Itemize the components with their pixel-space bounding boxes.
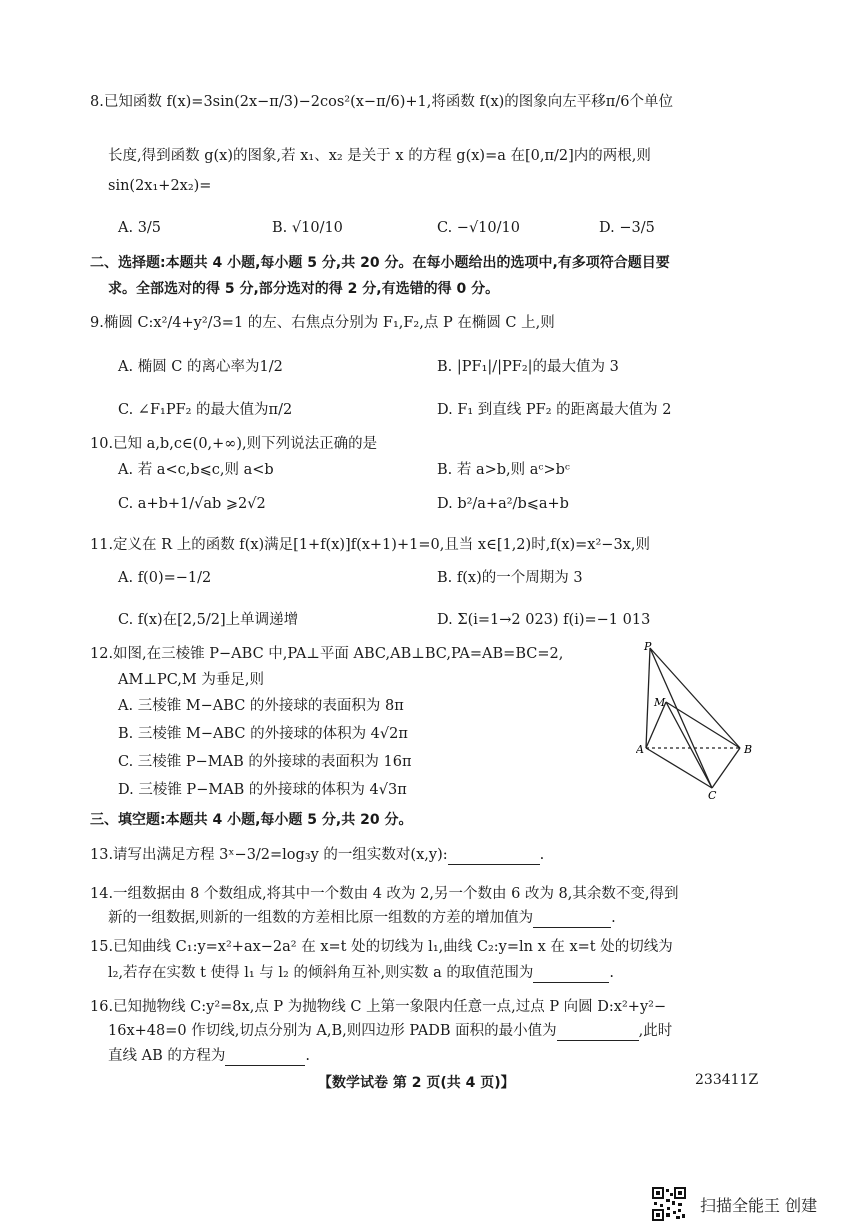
q16-line2 <box>108 1021 672 1041</box>
q9-option-a: A. 椭圆 C 的离心率为1/2 <box>118 359 283 375</box>
q9-option-c: C. ∠F₁PF₂ 的最大值为π/2 <box>118 402 293 418</box>
page-footer-label: 【数学试卷 第 2 页(共 4 页)】 <box>318 1075 515 1091</box>
q16-text-c: 直线 AB 的方程为 <box>108 1048 226 1064</box>
q8-option-d: D. −3/5 <box>599 220 655 236</box>
q14-answer-blank[interactable] <box>533 911 611 928</box>
q14-line2 <box>108 908 616 928</box>
edge-bc <box>712 748 740 788</box>
q12-option-c: C. 三棱锥 P−MAB 的外接球的表面积为 16π <box>118 754 412 770</box>
q15-answer-blank[interactable] <box>533 966 609 983</box>
q16-answer-blank-2[interactable] <box>225 1049 305 1066</box>
q10-option-d: D. b²/a+a²/b⩽a+b <box>437 496 569 512</box>
label-b: B <box>744 743 753 756</box>
q12-line1: 12.如图,在三棱锥 P−ABC 中,PA⊥平面 ABC,AB⊥BC,PA=AB=BC=2, <box>90 646 564 662</box>
q9-option-d: D. F₁ 到直线 PF₂ 的距离最大值为 2 <box>437 402 672 418</box>
segment-mb <box>666 702 740 748</box>
q14-end: . <box>611 910 616 926</box>
q16-text-b: ,此时 <box>638 1023 673 1039</box>
q15-line1: 15.已知曲线 C₁:y=x²+ax−2a² 在 x=t 处的切线为 l₁,曲线 C₂:y=ln x 在 x=t 处的切线为 <box>90 939 673 955</box>
section2-line2: 求。全部选对的得 5 分,部分选对的得 2 分,有选错的得 0 分。 <box>108 281 500 297</box>
q16-line3 <box>108 1046 310 1066</box>
section3-heading: 三、填空题:本题共 4 小题,每小题 5 分,共 20 分。 <box>90 812 413 828</box>
label-a: A <box>636 743 644 756</box>
q8-line1: 8.已知函数 f(x)=3sin(2x−π/3)−2cos²(x−π/6)+1,将函数 f(x)的图象向左平移π/6个单位 <box>90 94 673 110</box>
q8-option-b: B. √10/10 <box>272 220 343 236</box>
q8-line3: sin(2x₁+2x₂)= <box>108 178 212 194</box>
q15-text: l₂,若存在实数 t 使得 l₁ 与 l₂ 的倾斜角互补,则实数 a 的取值范围为 <box>108 965 534 981</box>
edge-ac <box>646 748 712 788</box>
q10-stem: 10.已知 a,b,c∈(0,+∞),则下列说法正确的是 <box>90 436 378 452</box>
q8-option-a: A. 3/5 <box>118 220 162 236</box>
watermark-text: 扫描全能王 创建 <box>700 1196 818 1215</box>
q13-line <box>90 845 544 865</box>
q11-stem: 11.定义在 R 上的函数 f(x)满足[1+f(x)]f(x+1)+1=0,且当 x∈[1,2)时,f(x)=x²−3x,则 <box>90 537 650 553</box>
q10-option-b: B. 若 a>b,则 aᶜ>bᶜ <box>437 462 570 478</box>
q12-option-b: B. 三棱锥 M−ABC 的外接球的体积为 4√2π <box>118 726 408 742</box>
paper-code: 233411Z <box>695 1072 759 1088</box>
q16-end: . <box>305 1048 310 1064</box>
q12-line2: AM⊥PC,M 为垂足,则 <box>118 672 264 688</box>
q12-option-d: D. 三棱锥 P−MAB 的外接球的体积为 4√3π <box>118 782 407 798</box>
q8-line2: 长度,得到函数 g(x)的图象,若 x₁、x₂ 是关于 x 的方程 g(x)=a 在[0,π/2]内的两根,则 <box>108 148 651 164</box>
q11-option-a: A. f(0)=−1/2 <box>118 570 212 586</box>
q11-option-d: D. Σ(i=1→2 023) f(i)=−1 013 <box>437 612 651 628</box>
edge-pa <box>646 648 650 748</box>
label-p: P <box>644 640 652 653</box>
q16-line1: 16.已知抛物线 C:y²=8x,点 P 为抛物线 C 上第一象限内任意一点,过点 P 向圆 D:x²+y²− <box>90 999 667 1015</box>
label-c: C <box>708 789 717 800</box>
q12-option-a: A. 三棱锥 M−ABC 的外接球的表面积为 8π <box>118 698 404 714</box>
scanner-watermark <box>652 1187 852 1221</box>
label-m: M <box>654 696 666 709</box>
q16-text-a: 16x+48=0 作切线,切点分别为 A,B,则四边形 PADB 面积的最小值为 <box>108 1023 557 1039</box>
segment-mc <box>666 702 712 788</box>
q13-text: 13.请写出满足方程 3ˣ−3/2=log₃y 的一组实数对(x,y): <box>90 847 448 863</box>
tetrahedron-figure <box>636 640 766 800</box>
q11-option-b: B. f(x)的一个周期为 3 <box>437 570 583 586</box>
q8-option-c: C. −√10/10 <box>437 220 520 236</box>
qr-code-icon <box>652 1187 686 1221</box>
q9-option-b: B. |PF₁|/|PF₂|的最大值为 3 <box>437 359 619 375</box>
q10-option-a: A. 若 a<c,b⩽c,则 a<b <box>118 462 274 478</box>
q15-end: . <box>609 965 615 981</box>
q16-answer-blank-1[interactable] <box>557 1024 639 1041</box>
q13-end: . <box>539 847 545 863</box>
section2-line1: 二、选择题:本题共 4 小题,每小题 5 分,共 20 分。在每小题给出的选项中,有多项符合题目要 <box>90 255 670 271</box>
q10-option-c: C. a+b+1/√ab ⩾2√2 <box>118 496 266 512</box>
q11-option-c: C. f(x)在[2,5/2]上单调递增 <box>118 612 299 628</box>
q13-answer-blank[interactable] <box>448 848 540 865</box>
q14-text: 新的一组数据,则新的一组数的方差相比原一组数的方差的增加值为 <box>108 910 534 926</box>
q9-stem: 9.椭圆 C:x²/4+y²/3=1 的左、右焦点分别为 F₁,F₂,点 P 在椭圆 C 上,则 <box>90 315 555 331</box>
q14-line1: 14.一组数据由 8 个数组成,将其中一个数由 4 改为 2,另一个数由 6 改为 8,其余数不变,得到 <box>90 886 679 902</box>
q15-line2 <box>108 963 614 983</box>
